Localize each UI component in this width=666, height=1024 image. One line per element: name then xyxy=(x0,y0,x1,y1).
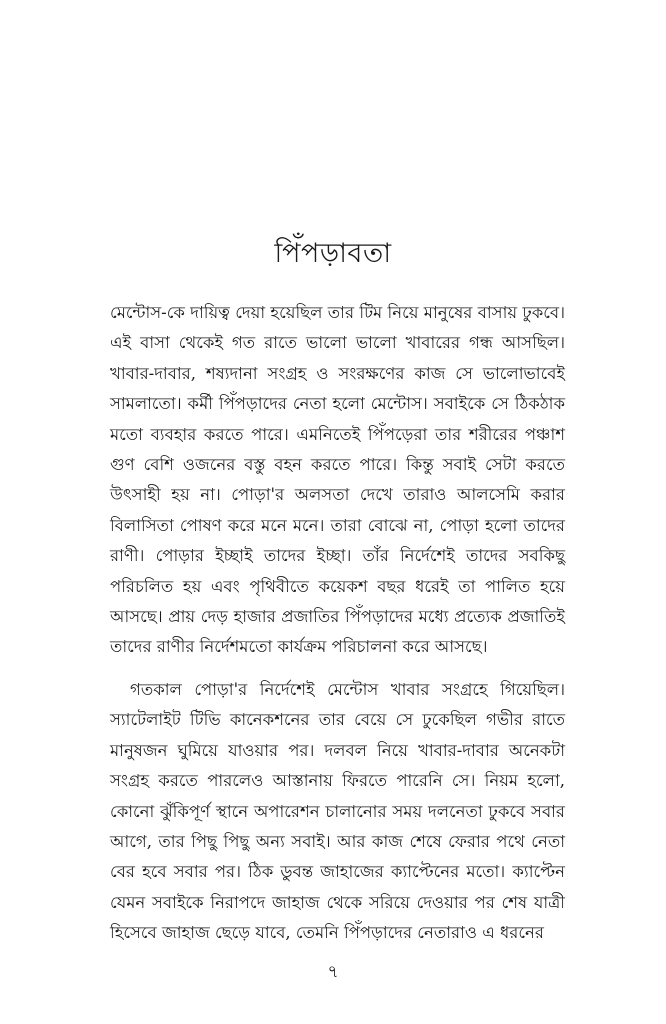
page-number: ৭ xyxy=(327,962,339,982)
paragraph-2: গতকাল পোড়া'র নির্দেশেই মেন্টোস খাবার সংগ্রহে গিয়েছিল। স্যাটেলাইট টিভি কানেকশনের তার বেয়ে সে ঢুকেছিল গভীর রাতে মানুষজন ঘুমিয়ে যাওয়ার পর। দলবল নিয়ে খাবার-দাবার অনেকটা সংগ্রহ করতে পারলেও আস্তানায় ফিরতে পারেনি সে। নিয়ম হলো, কোনো ঝুঁকিপূর্ণ স্থানে অপারেশন চালানোর সময় দলনেতা ঢুকবে সবার আগে, তার পিছু পিছু অন্য সবাই। আর কাজ শেষে ফেরার পথে নেতা বের হবে সবার পর। ঠিক ডুবন্ত জাহাজের ক্যাপ্টেনের মতো। ক্যাপ্টেন যেমন সবাইকে নিরাপদে জাহাজ থেকে সরিয়ে দেওয়ার পর শেষ যাত্রী হিসেবে জাহাজ ছেড়ে যাবে, তেমনি পিঁপড়াদের নেতারাও এ ধরনের xyxy=(110,679,565,943)
body-text xyxy=(110,298,565,949)
paragraph-1: মেন্টোস-কে দায়িত্ব দেয়া হয়েছিল তার টিম নিয়ে মানুষের বাসায় ঢুকবে। এই বাসা থেকেই গত রাতে ভালো ভালো খাবারের গন্ধ আসছিল। খাবার-দাবার, শষ্যদানা সংগ্রহ ও সংরক্ষণের কাজ সে ভালোভাবেই সামলাতো। কর্মী পিঁপড়াদের নেতা হলো মেন্টোস। সবাইকে সে ঠিকঠাক মতো ব্যবহার করতে পারে। এমনিতেই পিঁপড়েরা তার শরীরের পঞ্চাশ গুণ বেশি ওজনের বস্তু বহন করতে পারে। কিন্তু সবাই সেটা করতে উৎসাহী হয় না। পোড়া'র অলসতা দেখে তারাও আলসেমি করার বিলাসিতা পোষণ করে মনে মনে। তারা বোঝে না, পোড়া হলো তাদের রাণী। পোড়ার ইচ্ছাই তাদের ইচ্ছা। তাঁর নির্দেশেই তাদের সবকিছু পরিচলিত হয় এবং পৃথিবীতে কয়েকশ বছর ধরেই তা পালিত হয়ে আসছে। প্রায় দেড় হাজার প্রজাতির পিঁপড়াদের মধ্যে প্রত্যেক প্রজাতিই তাদের রাণীর নির্দেশমতো কার্যক্রম পরিচালনা করে আসছে। xyxy=(110,303,565,657)
chapter-title: পিঁপড়াবতা xyxy=(274,238,392,269)
